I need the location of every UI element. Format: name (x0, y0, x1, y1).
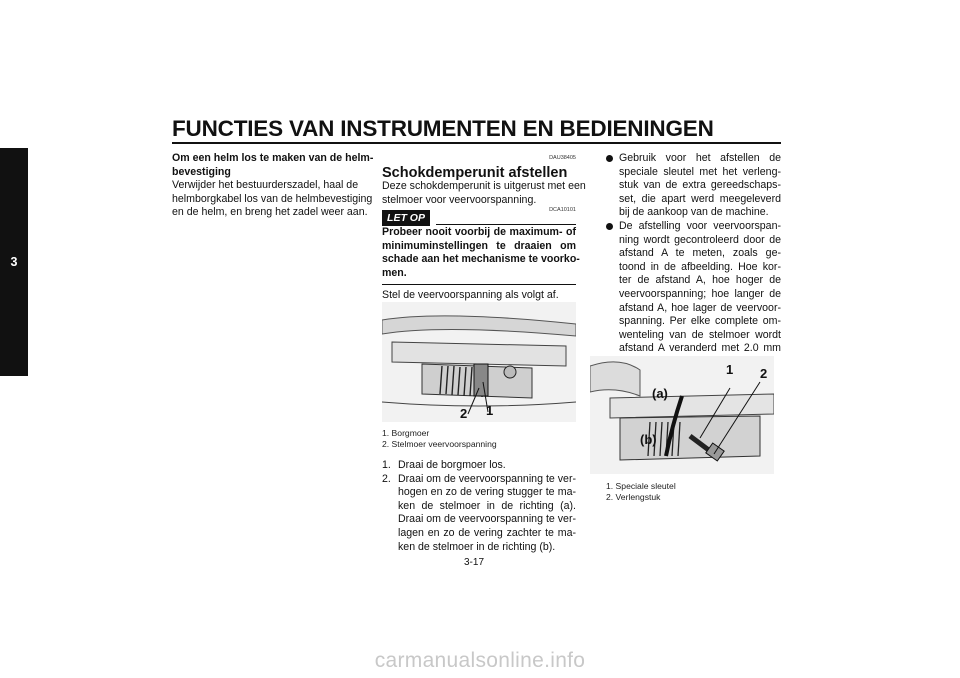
caution-badge: LET OP (382, 210, 430, 226)
caption-line: 1. Borgmoer (382, 428, 430, 438)
bullet-line: stuk van de extra gereedschaps- (619, 179, 781, 192)
step-line: Draai om de veervoorspanning te ver- (398, 472, 576, 485)
column-shock (382, 152, 586, 303)
bullet-line: wenteling van de stelmoer wordt (619, 328, 781, 341)
bullet-line: toond in de afbeelding. Hoe kor- (619, 260, 781, 273)
wrench-figure (590, 356, 774, 474)
bullet-line: afstand A te meten, zoals ge- (619, 247, 781, 260)
bullet-line: speciale sleutel met het verleng- (619, 165, 781, 178)
bullet-dot-icon (606, 223, 613, 230)
step-item (382, 459, 576, 473)
wrench-illustration (590, 356, 774, 474)
section-title: Schokdemperunit afstellen (382, 164, 568, 181)
header-rule (172, 142, 781, 144)
step-item (382, 473, 576, 555)
bullet-line: set, die apart werd meegeleverd (619, 192, 781, 205)
step-number: 2. (382, 472, 391, 485)
caption-line: 2. Verlengstuk (606, 492, 661, 503)
step-line: Draai de borgmoer los. (398, 459, 506, 471)
caution-code: DCA10101 (549, 207, 576, 214)
bullet-line: De afstelling voor veervoorspan- (619, 219, 781, 232)
figure-callout-2: 2 (460, 406, 468, 421)
bullet-line: afstand A, hoe lager de veervoor- (619, 301, 781, 314)
bullet-dot-icon (606, 155, 613, 162)
figure1-captions (382, 428, 497, 450)
step-number: 1. (382, 459, 391, 471)
intro-line: stelmoer voor veervoorspanning. (382, 193, 537, 206)
helmet-body-line: Verwijder het bestuurderszadel, haal de (172, 179, 359, 192)
shock-absorber-illustration (382, 302, 576, 422)
figure2-captions (606, 481, 676, 503)
step-line: ken de stelmoer in de richting (b). (398, 540, 556, 553)
caution-text (382, 225, 580, 280)
step-line: hogen en zo de vering stugger te ma- (398, 486, 576, 499)
bullet-line: ter de afstand A, hoe hoger de (619, 274, 781, 287)
caution-line: Probeer nooit voorbij de maximum- of (382, 225, 576, 238)
instruction-text: Stel de veervoorspanning als volgt af. (382, 289, 559, 302)
direction-a-label: (a) (652, 386, 668, 401)
figure-callout-1: 1 (726, 362, 734, 377)
caution-line: men. (382, 266, 407, 279)
bullet-line: afstand A veranderd met 2.0 mm (619, 342, 781, 355)
page-title: FUNCTIES VAN INSTRUMENTEN EN BEDIENINGEN (172, 116, 714, 141)
chapter-number: 3 (10, 255, 18, 269)
intro-line: Deze schokdemperunit is uitgerust met een (382, 180, 586, 193)
bullet-item (606, 152, 781, 220)
helmet-heading-line: bevestiging (172, 165, 231, 178)
bullet-line: ning wordt gecontroleerd door de (619, 233, 781, 246)
bullet-item (606, 220, 781, 370)
caution-line: schade aan het mechanisme te voorko- (382, 253, 580, 266)
step-line: lagen en zo de vering zachter te ma- (398, 526, 576, 539)
caution-bottom-rule (382, 284, 576, 285)
caution-header (382, 210, 576, 226)
direction-b-label: (b) (640, 432, 657, 447)
watermark: carmanualsonline.info (374, 649, 586, 672)
section-code: DAU38405 (549, 155, 576, 161)
caption-line: 1. Speciale sleutel (606, 481, 676, 491)
bullet-line: veervoorspanning; hoe langer de (619, 287, 781, 300)
step-line: Draai om de veervoorspanning te ver- (398, 513, 576, 526)
column-notes (606, 152, 781, 370)
figure-callout-1: 1 (486, 403, 494, 418)
bullet-line: bij de aankoop van de machine. (619, 206, 769, 219)
caution-line: minimuminstellingen te draaien om (382, 239, 576, 252)
page-number: 3-17 (464, 557, 485, 568)
helmet-body-line: helmborgkabel los van de helmbevestiging (172, 192, 373, 205)
bullet-line: Gebruik voor het afstellen de (619, 152, 781, 164)
step-line: ken de stelmoer in de richting (a). (398, 499, 576, 512)
shock-absorber-figure (382, 302, 576, 422)
adjust-steps (382, 459, 576, 554)
column-helmet (172, 152, 374, 220)
helmet-body-line: en de helm, en breng het zadel weer aan. (172, 206, 368, 219)
caption-line: 2. Stelmoer veervoorspanning (382, 439, 497, 450)
bullet-line: spanning. Per elke complete om- (619, 315, 781, 328)
figure-callout-2: 2 (760, 366, 768, 381)
helmet-heading-line: Om een helm los te maken van de helm- (172, 152, 374, 164)
caution-rule (436, 224, 576, 225)
